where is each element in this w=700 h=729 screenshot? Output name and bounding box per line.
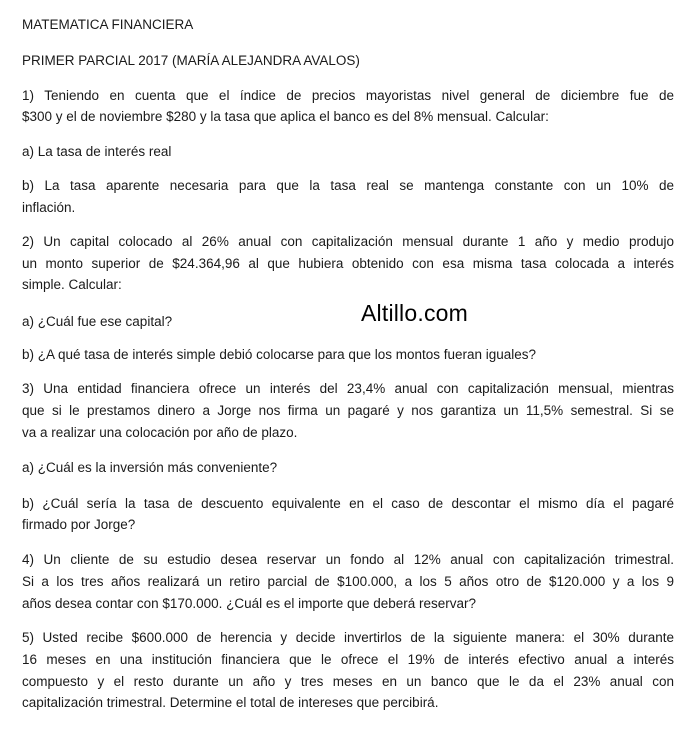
q5-line-4: capitalización trimestral. Determine el total de intereses que percibirá. [22,695,439,710]
q5-line-1: 5) Usted recibe $600.000 de herencia y decide invertirlos de la siguiente manera: el 30% durante [22,630,674,645]
q3-item-a: a) ¿Cuál es la inversión más conveniente? [22,460,278,475]
q4-line-2: Si a los tres años realizará un retiro parcial de $100.000, a los 5 años otro de $120.000 y a los 9 [22,574,674,589]
q2-line-2: un monto superior de $24.364,96 al que hubiera obtenido con esa misma tasa colocada a interés [22,256,674,271]
course-title: MATEMATICA FINANCIERA [22,17,194,32]
q5-line-3: compuesto y el resto durante un año y tres meses en un banco que le da el 23% anual con [22,674,674,689]
q3-line-3: va a realizar una colocación por año de plazo. [22,425,298,440]
q1-line-1: 1) Teniendo en cuenta que el índice de precios mayoristas nivel general de diciembre fue de [22,88,674,103]
q4-line-1: 4) Un cliente de su estudio desea reservar un fondo al 12% anual con capitalización trimestral. [22,552,674,567]
q1-item-b-line-2: inflación. [22,200,76,215]
q5-line-2: 16 meses en una institución financiera que le ofrece el 19% de interés efectivo anual a interés [22,652,674,667]
altillo-watermark: Altillo.com [361,300,469,326]
q2-line-1: 2) Un capital colocado al 26% anual con capitalización mensual durante 1 año y medio produjo [22,234,674,249]
q2-item-a: a) ¿Cuál fue ese capital? [22,314,173,329]
q3-line-2: que si le prestamos dinero a Jorge nos firma un pagaré y nos garantiza un 11,5% semestral. Si se [22,403,674,418]
q1-item-b-line-1: b) La tasa aparente necesaria para que la tasa real se mantenga constante con un 10% de [22,178,674,193]
q1-item-a: a) La tasa de interés real [22,144,172,159]
exam-title: PRIMER PARCIAL 2017 (MARÍA ALEJANDRA AVALOS) [22,53,360,68]
q2-item-b: b) ¿A qué tasa de interés simple debió colocarse para que los montos fueran iguales? [22,347,537,362]
q3-item-b-line-1: b) ¿Cuál sería la tasa de descuento equivalente en el caso de descontar el mismo día el pagaré [22,496,674,511]
q2-line-3: simple. Calcular: [22,277,122,292]
q1-line-2: $300 y el de noviembre $280 y la tasa que aplica el banco es del 8% mensual. Calcular: [22,109,549,124]
q4-line-3: años desea contar con $170.000. ¿Cuál es el importe que deberá reservar? [22,596,477,611]
q3-line-1: 3) Una entidad financiera ofrece un interés del 23,4% anual con capitalización mensual, mientras [22,381,674,396]
q3-item-b-line-2: firmado por Jorge? [22,517,136,532]
